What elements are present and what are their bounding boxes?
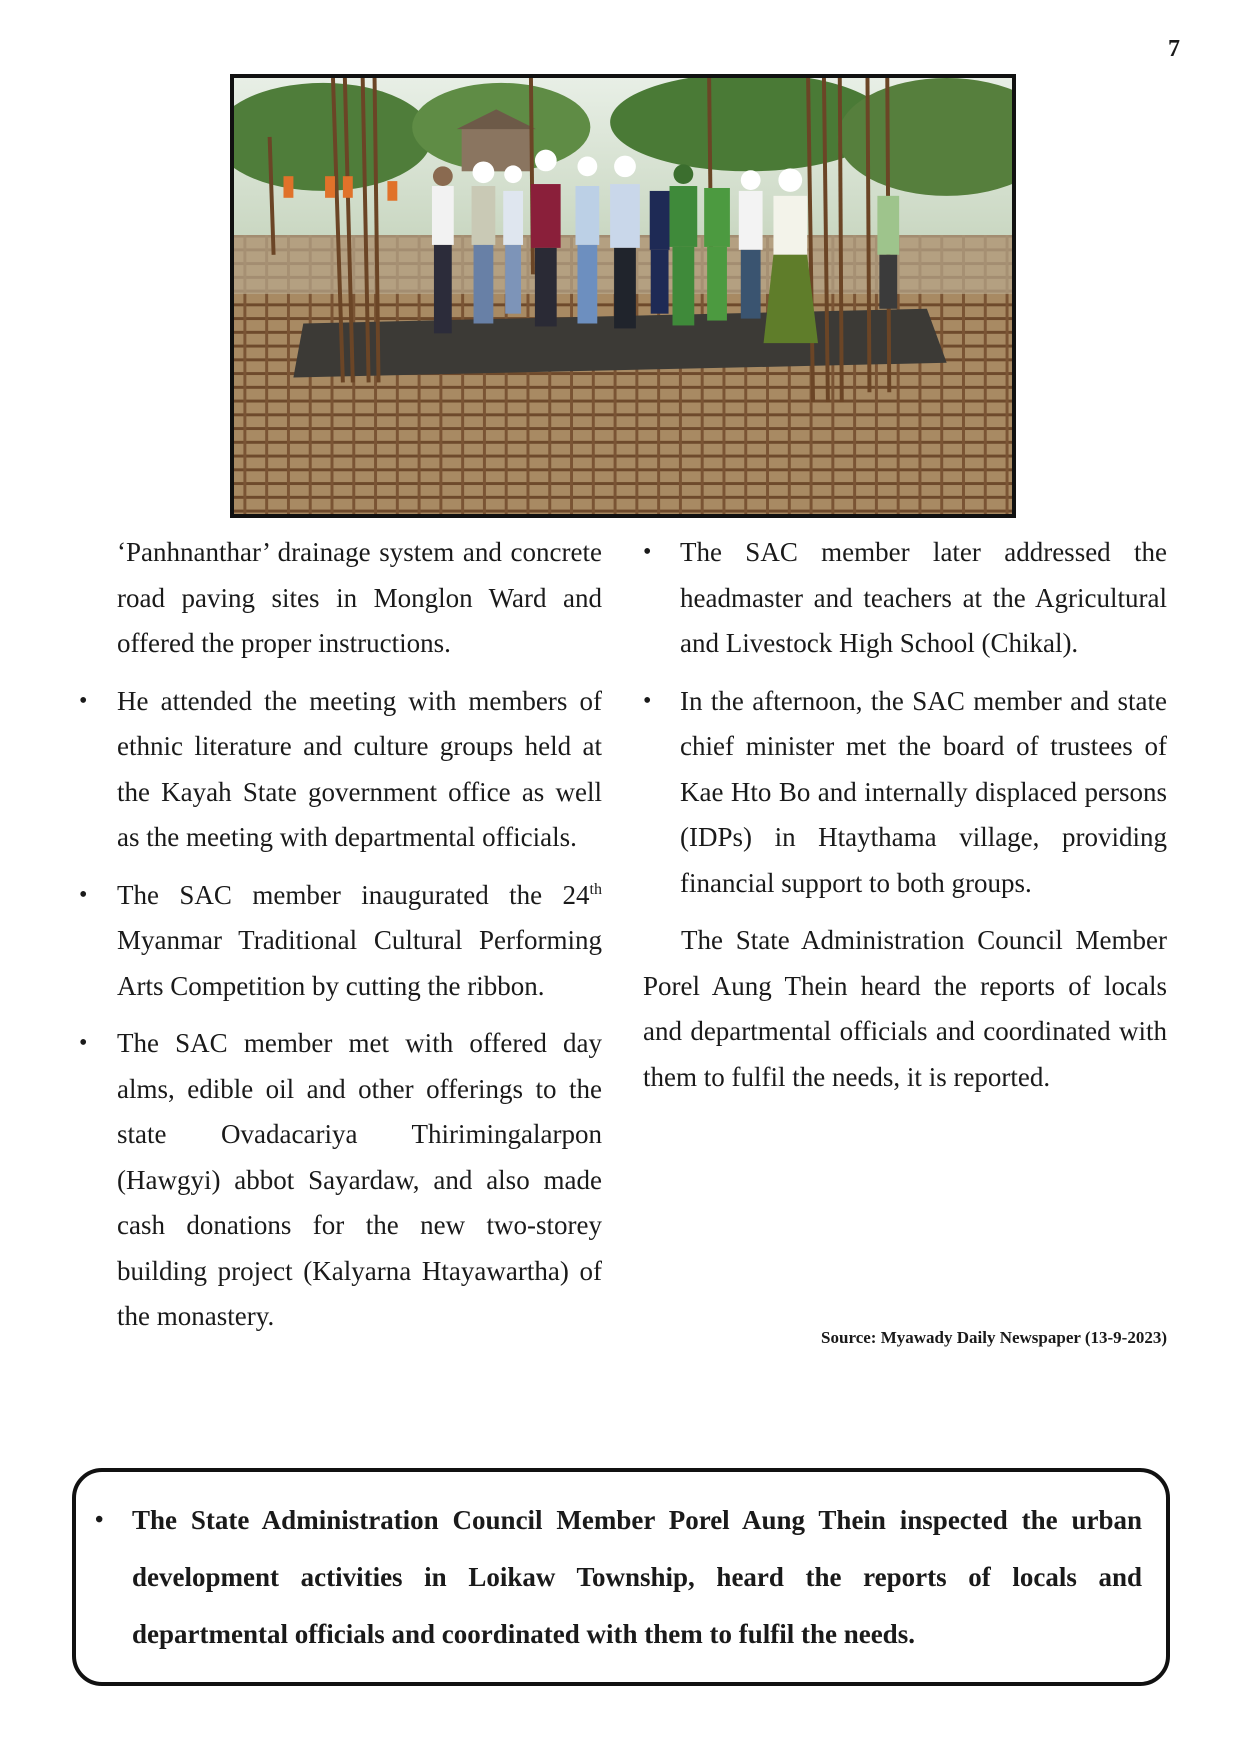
construction-site-photo	[230, 74, 1016, 518]
inauguration-text-end: Myanmar Traditional Cultural Performing Arts Competition by cutting the ribbon.	[117, 925, 602, 1001]
page-number: 7	[1168, 36, 1180, 62]
photo-illustration	[234, 78, 1012, 514]
continued-paragraph: ‘Panhnanthar’ drainage system and concrete road paving sites in Monglon Ward and offered the proper instructions.	[117, 537, 602, 658]
source-credit: Source: Myawady Daily Newspaper (13-9-2023)	[821, 1328, 1167, 1347]
bullet-inauguration	[117, 873, 602, 1010]
ordinal-suffix: th	[589, 880, 602, 898]
right-column	[643, 530, 1167, 1100]
left-column	[117, 530, 602, 1352]
inauguration-text-start: The SAC member inaugurated the 24	[117, 879, 590, 910]
bullet-school-address: • The SAC member later addressed the headmaster and teachers at the Agricultural and Livestock High School (Chikal).	[643, 530, 1167, 667]
bullet-monastery-donation: • The SAC member met with offered day alms, edible oil and other offerings to the state Ovadacariya Thirimingalarpon (Hawgyi) abbot Sayardaw, and also made cash donations for the new two-storey building project (Kalyarna Htayawartha) of the monastery.	[117, 1021, 602, 1340]
highlight-summary: • The State Administration Council Member Porel Aung Thein inspected the urban development activities in Loikaw Township, heard the reports of locals and departmental officials and coordinated with them to fulfil the needs.	[132, 1492, 1142, 1663]
bullet-ethnic-meeting: • He attended the meeting with members of ethnic literature and culture groups held at the Kayah State government office as well as the meeting with departmental officials.	[117, 679, 602, 861]
bullet-idp-support: • In the afternoon, the SAC member and state chief minister met the board of trustees of Kae Hto Bo and internally displaced persons (IDPs) in Htaythama village, providing financial support to both groups.	[643, 679, 1167, 907]
closing-paragraph: The State Administration Council Member Porel Aung Thein heard the reports of locals and departmental officials and coordinated with them to fulfil the needs, it is reported.	[643, 925, 1167, 1092]
highlight-box	[72, 1468, 1170, 1686]
